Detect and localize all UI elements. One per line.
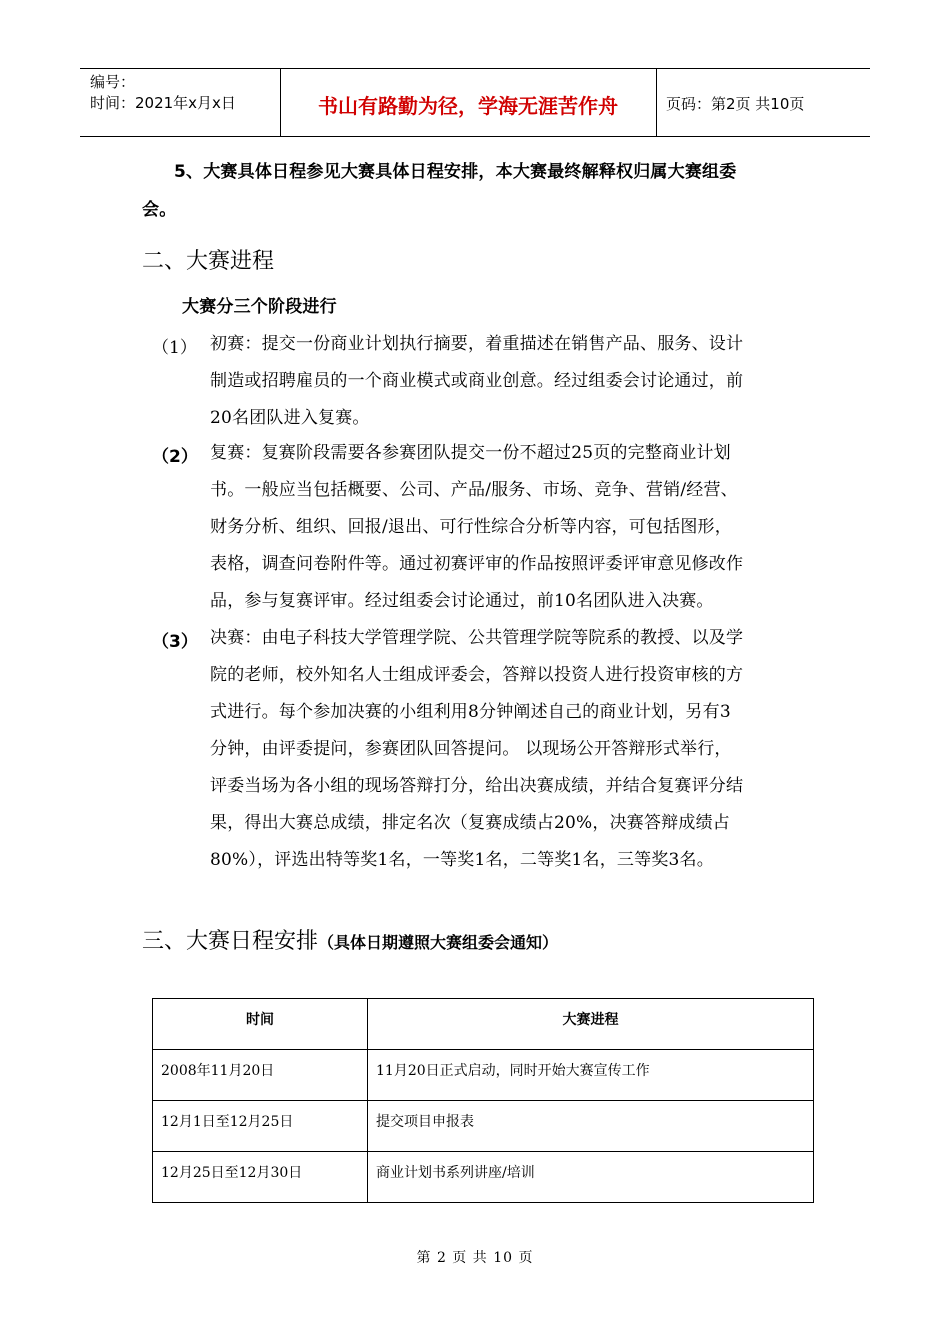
header-bottom-border bbox=[80, 136, 870, 137]
header-page-info: 页码：第2页 共10页 bbox=[666, 95, 805, 113]
table-header-row bbox=[153, 999, 814, 1050]
section2-title: 二、大赛进程 bbox=[142, 249, 275, 274]
table-cell-time: 12月1日至12月25日 bbox=[153, 1101, 368, 1152]
schedule-table bbox=[152, 998, 814, 1203]
table-cell-progress: 商业计划书系列讲座/培训 bbox=[368, 1152, 814, 1203]
stage3-line6: 果，得出大赛总成绩，排定名次（复赛成绩占20%，决赛答辩成绩占 bbox=[210, 813, 730, 833]
table-cell-time: 12月25日至12月30日 bbox=[153, 1152, 368, 1203]
stage2-number: （2） bbox=[152, 447, 198, 467]
table-cell-progress: 提交项目申报表 bbox=[368, 1101, 814, 1152]
header-number-label: 编号： bbox=[90, 73, 136, 91]
stage3-number: （3） bbox=[152, 632, 198, 652]
section2-subtitle: 大赛分三个阶段进行 bbox=[182, 297, 337, 317]
stage1-line2: 制造或招聘雇员的一个商业模式或商业创意。经过组委会讨论通过，前 bbox=[210, 371, 744, 391]
table-cell-progress: 11月20日正式启动，同时开始大赛宣传工作 bbox=[368, 1050, 814, 1101]
intro-item5-text1: 5、大赛具体日程参见大赛具体日程安排，本大赛最终解释权归属大赛组委 bbox=[174, 162, 737, 182]
table-cell-time: 2008年11月20日 bbox=[153, 1050, 368, 1101]
table-row bbox=[153, 1050, 814, 1101]
stage3-line2: 院的老师，校外知名人士组成评委会，答辩以投资人进行投资审核的方 bbox=[210, 665, 744, 685]
stage3-line3: 式进行。每个参加决赛的小组利用8分钟阐述自己的商业计划，另有3 bbox=[210, 702, 731, 722]
table-row bbox=[153, 1101, 814, 1152]
stage3-line1: 决赛：由电子科技大学管理学院、公共管理学院等院系的教授、以及学 bbox=[210, 628, 744, 648]
intro-item5-line1 bbox=[174, 161, 736, 183]
header-motto: 书山有路勤为径，学海无涯苦作舟 bbox=[318, 94, 618, 118]
intro-item5-line2: 会。 bbox=[142, 200, 177, 220]
stage2-line5: 品，参与复赛评审。经过组委会讨论通过，前10名团队进入决赛。 bbox=[210, 591, 714, 611]
header-time-label: 时间：2021年x月x日 bbox=[90, 94, 236, 112]
section3-title bbox=[142, 924, 558, 955]
stage3-line7: 80%），评选出特等奖1名，一等奖1名，二等奖1名，三等奖3名。 bbox=[210, 850, 714, 870]
stage3-line4: 分钟，由评委提问，参赛团队回答提问。 以现场公开答辩形式举行， bbox=[210, 739, 732, 759]
stage2-line4: 表格，调查问卷附件等。通过初赛评审的作品按照评委评审意见修改作 bbox=[210, 554, 744, 574]
stage1-line1: 初赛：提交一份商业计划执行摘要，着重描述在销售产品、服务、设计 bbox=[210, 334, 744, 354]
stage2-line2: 书。一般应当包括概要、公司、产品/服务、市场、竞争、营销/经营、 bbox=[210, 480, 738, 500]
header-top-border bbox=[80, 68, 870, 69]
header-divider-right bbox=[656, 68, 657, 136]
table-header-progress: 大赛进程 bbox=[368, 999, 814, 1050]
table-row bbox=[153, 1152, 814, 1203]
section3-title-text: 三、大赛日程安排 bbox=[142, 929, 319, 954]
section3-note: （具体日期遵照大赛组委会通知） bbox=[318, 933, 559, 952]
stage1-number: （1） bbox=[152, 338, 197, 358]
table-header-time: 时间 bbox=[153, 999, 368, 1050]
stage1-line3: 20名团队进入复赛。 bbox=[210, 408, 370, 428]
stage2-line1: 复赛：复赛阶段需要各参赛团队提交一份不超过25页的完整商业计划 bbox=[210, 443, 731, 463]
stage2-line3: 财务分析、组织、回报/退出、可行性综合分析等内容，可包括图形， bbox=[210, 517, 732, 537]
stage3-line5: 评委当场为各小组的现场答辩打分，给出决赛成绩，并结合复赛评分结 bbox=[210, 776, 744, 796]
page-footer: 第 2 页 共 10 页 bbox=[416, 1250, 534, 1266]
